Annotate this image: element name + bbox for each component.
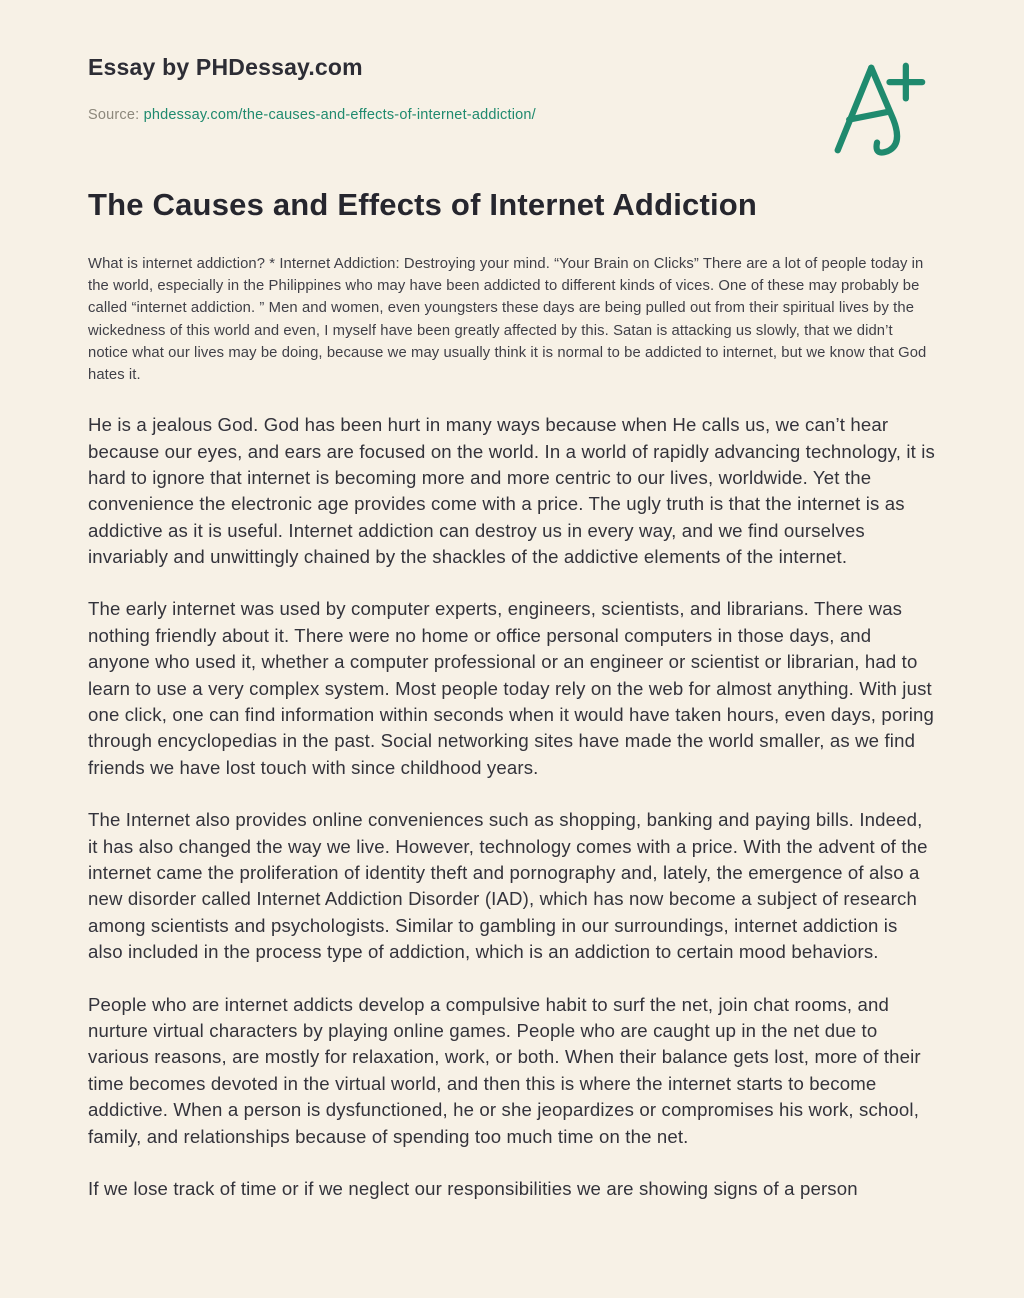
page-header: [88, 54, 936, 123]
essay-body: [88, 412, 936, 1202]
source-url-link[interactable]: phdessay.com/the-causes-and-effects-of-internet-addiction/: [143, 107, 536, 123]
essay-lead-paragraph: What is internet addiction? * Internet Addiction: Destroying your mind. “Your Brain on Clicks” There are a lot of people today in the world, especially in the Philippines who may have been addicted to different kinds of vices. One of these may probably be called “internet addiction. ” Men and women, even youngsters these days are being pulled out from their spiritual lives by the wickedness of this world and even, I myself have been greatly affected by this. Satan is attacking us slowly, that we didn’t notice what our lives may be doing, because we may usually think it is normal to be addicted to internet, but we know that God hates it.: [88, 256, 927, 383]
essay-title: The Causes and Effects of Internet Addiction: [88, 187, 758, 222]
source-line: [88, 107, 936, 123]
essay-paragraph: The Internet also provides online conveniences such as shopping, banking and paying bills. Indeed, it has also changed the way we live. However, technology comes with a price. With the advent of the internet came the proliferation of identity theft and pornography and, lately, the emergence of also a new disorder called Internet Addiction Disorder (IAD), which has now become a subject of research among scientists and psychologists. Similar to gambling in our surroundings, internet addiction is also included in the process type of addiction, which is an addiction to certain mood behaviors.: [88, 809, 928, 963]
essay-paragraph-truncated: If we lose track of time or if we neglect our responsibilities we are showing signs of a person: [88, 1177, 858, 1199]
essay-byline: Essay by PHDessay.com: [88, 54, 363, 80]
source-label: Source:: [88, 107, 140, 123]
essay-paragraph: People who are internet addicts develop a compulsive habit to surf the net, join chat rooms, and nurture virtual characters by playing online games. People who are caught up in the net due to various reasons, are mostly for relaxation, work, or both. When their balance gets lost, more of their time becomes devoted in the virtual world, and then this is where the internet starts to become addictive. When a person is dysfunctioned, he or she jeopardizes or compromises his work, school, family, and relationships because of spending too much time on the net.: [88, 993, 921, 1147]
essay-paragraph: The early internet was used by computer experts, engineers, scientists, and librarians. There was nothing friendly about it. There were no home or office personal computers in those days, and anyone who used it, whether a computer professional or an engineer or scientist or librarian, had to learn to use a very complex system. Most people today rely on the web for almost anything. With just one click, one can find information within seconds when it would have taken hours, even days, poring through encyclopedias in the past. Social networking sites have made the world smaller, as we find friends we have lost touch with since childhood years.: [88, 598, 935, 778]
a-plus-logo-icon: [830, 56, 926, 162]
essay-paragraph: He is a jealous God. God has been hurt in many ways because when He calls us, we can’t hear because our eyes, and ears are focused on the world. In a world of rapidly advancing technology, it is hard to ignore that internet is becoming more and more centric to our lives, worldwide. Yet the convenience the electronic age provides come with a price. The ugly truth is that the internet is as addictive as it is useful. Internet addiction can destroy us in every way, and we find ourselves invariably and unwittingly chained by the shackles of the addictive elements of the internet.: [88, 414, 935, 568]
